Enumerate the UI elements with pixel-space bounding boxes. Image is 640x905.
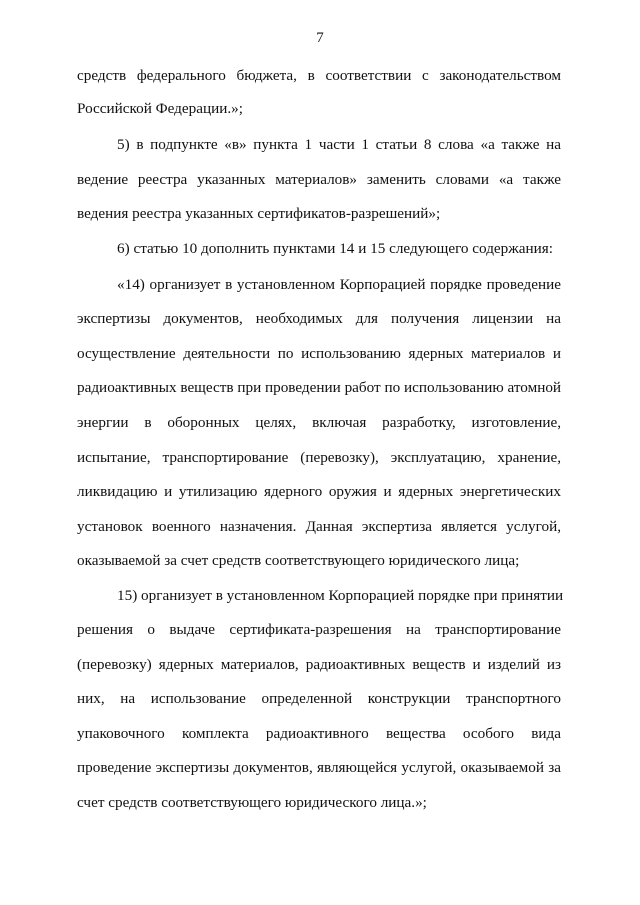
text-line: испытание, транспортирование (перевозку), эксплуатацию, хранение, bbox=[77, 449, 561, 466]
text-line: радиоактивных веществ при проведении работ по использованию атомной bbox=[77, 379, 562, 396]
text-line: оказываемой за счет средств соответствующего юридического лица; bbox=[77, 552, 520, 569]
text-line: установок военного назначения. Данная экспертиза является услугой, bbox=[77, 518, 561, 535]
text-line: «14) организует в установленном Корпорацией порядке проведение bbox=[117, 276, 561, 293]
text-line: них, на использование определенной конструкции транспортного bbox=[77, 690, 561, 707]
text-line: средств федерального бюджета, в соответствии с законодательством bbox=[77, 67, 561, 84]
text-line: ведения реестра указанных сертификатов-разрешений»; bbox=[77, 205, 441, 222]
text-line: счет средств соответствующего юридического лица.»; bbox=[77, 794, 427, 811]
text-line: ведение реестра указанных материалов» заменить словами «а также bbox=[77, 171, 561, 188]
text-line: Российской Федерации.»; bbox=[77, 100, 243, 117]
text-line: осуществление деятельности по использованию ядерных материалов и bbox=[77, 345, 561, 362]
text-line: (перевозку) ядерных материалов, радиоактивных веществ и изделий из bbox=[77, 656, 561, 673]
text-line: энергии в оборонных целях, включая разработку, изготовление, bbox=[77, 414, 561, 431]
text-line: 6) статью 10 дополнить пунктами 14 и 15 следующего содержания: bbox=[117, 240, 553, 257]
text-line: упаковочного комплекта радиоактивного вещества особого вида bbox=[77, 725, 561, 742]
text-line: 5) в подпункте «в» пункта 1 части 1 статьи 8 слова «а также на bbox=[117, 136, 561, 153]
text-line: 15) организует в установленном Корпорацией порядке при принятии bbox=[117, 587, 564, 604]
text-line: проведение экспертизы документов, являющейся услугой, оказываемой за bbox=[77, 759, 561, 776]
text-line: экспертизы документов, необходимых для получения лицензии на bbox=[77, 310, 561, 327]
text-line: решения о выдаче сертификата-разрешения на транспортирование bbox=[77, 621, 561, 638]
page-number: 7 bbox=[316, 30, 324, 46]
text-line: ликвидацию и утилизацию ядерного оружия и ядерных энергетических bbox=[77, 483, 561, 500]
